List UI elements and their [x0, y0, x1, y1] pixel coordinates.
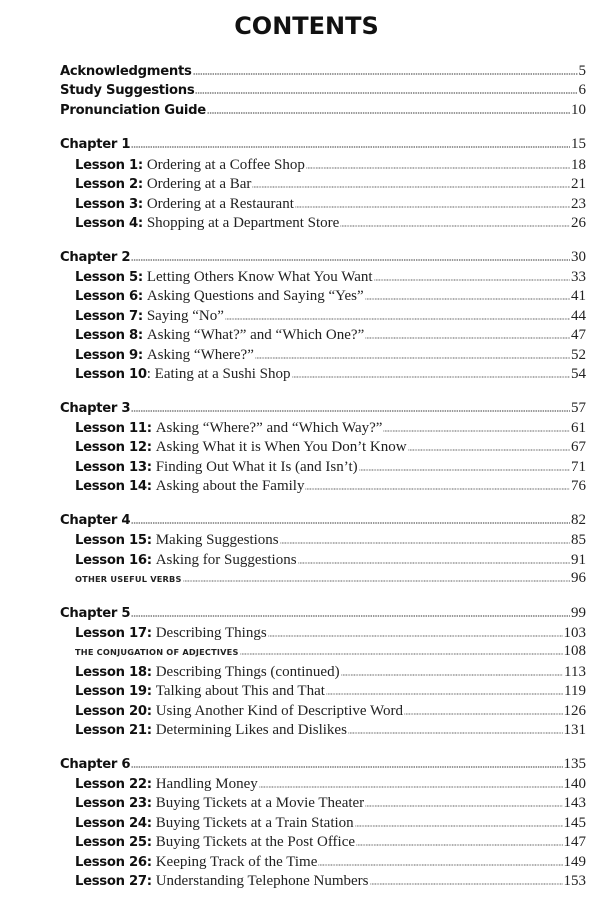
lesson-prefix: Lesson 4: — [75, 216, 143, 232]
entry-label: Acknowledgments — [60, 64, 192, 79]
page-number: 5 — [578, 63, 586, 79]
dot-leader — [404, 711, 563, 715]
lesson-prefix: Lesson 13: — [75, 459, 152, 475]
lesson-title: Asking What it is When You Don’t Know — [155, 439, 407, 456]
toc-lesson-1[interactable] — [60, 155, 586, 174]
lesson-prefix: Lesson 16: — [75, 552, 152, 568]
toc-chapter-3[interactable] — [60, 399, 586, 418]
dot-leader — [252, 184, 570, 188]
lesson-prefix: Lesson 22: — [75, 777, 152, 792]
page-number: 103 — [563, 624, 586, 641]
lesson-title: Ordering at a Coffee Shop — [146, 156, 305, 173]
toc-lesson-14[interactable] — [60, 476, 586, 495]
chapter-label: Chapter 5 — [60, 605, 131, 621]
page-number: 143 — [563, 795, 586, 812]
lesson-title: Buying Tickets at the Post Office — [155, 834, 356, 851]
lesson-prefix: Lesson 2: — [75, 177, 143, 193]
lesson-title: Finding Out What it Is (and Isn’t) — [155, 458, 358, 475]
lesson-prefix: Lesson 18: — [75, 664, 152, 680]
toc-lesson-21[interactable] — [60, 720, 586, 739]
lesson-prefix: Lesson 5: — [75, 269, 143, 285]
dot-leader — [356, 842, 562, 846]
section-title: THE CONJUGATION OF ADJECTIVES — [75, 647, 239, 658]
dot-leader — [131, 144, 570, 148]
page-number: 47 — [571, 327, 586, 344]
lesson-title: Describing Things — [155, 624, 267, 641]
lesson-title: Making Suggestions — [155, 532, 279, 549]
dot-leader — [131, 764, 562, 768]
dot-leader — [365, 296, 570, 300]
dot-leader — [240, 651, 563, 655]
dot-leader — [195, 90, 577, 94]
lesson-title: Asking “Where?” and “Which Way?” — [155, 420, 383, 436]
toc-entry-study-suggestions[interactable] — [60, 81, 586, 100]
chapter-label: Chapter 2 — [60, 249, 131, 265]
dot-leader — [365, 803, 562, 807]
section-spacer — [60, 384, 586, 399]
page-number: 119 — [564, 683, 586, 700]
toc-lesson-15[interactable] — [60, 530, 586, 549]
lesson-prefix: Lesson 23: — [75, 796, 152, 812]
dot-leader — [370, 881, 563, 885]
page-title: CONTENTS — [234, 12, 379, 40]
dot-leader — [183, 578, 570, 582]
page-number: 15 — [571, 136, 586, 153]
lesson-title: Buying Tickets at a Train Station — [155, 814, 354, 831]
toc-lesson-16[interactable] — [60, 550, 586, 569]
toc-lesson-20[interactable] — [60, 701, 586, 720]
page-number: 99 — [571, 604, 586, 621]
page-number: 91 — [571, 551, 586, 568]
toc-lesson-23[interactable] — [60, 793, 586, 812]
toc-section-conjugation-of-adjectives[interactable] — [60, 642, 586, 661]
lesson-title: : Eating at a Sushi Shop — [146, 366, 291, 383]
toc-lesson-6[interactable] — [60, 286, 586, 305]
lesson-title: Asking about the Family — [155, 478, 305, 495]
section-title: OTHER USEFUL VERBS — [75, 574, 182, 585]
lesson-prefix: Lesson 19: — [75, 684, 152, 700]
page-number: 26 — [571, 215, 586, 232]
dot-leader — [305, 486, 570, 490]
dot-leader — [355, 823, 563, 827]
page-number: 18 — [571, 156, 586, 173]
lesson-title: Keeping Track of the Time — [155, 853, 318, 870]
lesson-title: Asking “What?” and “Which One?” — [146, 327, 365, 344]
lesson-title: Ordering at a Restaurant — [146, 195, 294, 212]
dot-leader — [131, 257, 570, 261]
page-number: 41 — [571, 288, 586, 305]
toc-chapter-2[interactable] — [60, 248, 586, 267]
dot-leader — [292, 374, 571, 378]
page-number: 21 — [571, 176, 586, 193]
toc-lesson-25[interactable] — [60, 832, 586, 851]
toc-lesson-8[interactable] — [60, 325, 586, 344]
chapter-label: Chapter 1 — [60, 137, 131, 153]
lesson-prefix: Lesson 10 — [75, 367, 147, 383]
lesson-title: Buying Tickets at a Movie Theater — [155, 795, 365, 812]
lesson-title: Asking “Where?” — [146, 346, 254, 363]
lesson-title: Saying “No” — [146, 307, 224, 324]
lesson-title: Ordering at a Bar — [146, 176, 252, 193]
toc-lesson-27[interactable] — [60, 871, 586, 890]
dot-leader — [131, 613, 570, 617]
dot-leader — [298, 560, 570, 564]
section-spacer — [60, 740, 586, 755]
page-number: 23 — [571, 195, 586, 212]
page-number: 113 — [564, 663, 586, 680]
page-number: 108 — [563, 643, 586, 660]
dot-leader — [365, 335, 570, 339]
dot-leader — [326, 691, 563, 695]
toc-entry-pronunciation-guide[interactable] — [60, 101, 586, 120]
chapter-label: Chapter 6 — [60, 756, 131, 772]
lesson-prefix: Lesson 11: — [75, 421, 152, 436]
lesson-prefix: Lesson 17: — [75, 625, 152, 641]
toc-entry-acknowledgments[interactable] — [60, 62, 586, 81]
page-number: 96 — [571, 570, 586, 587]
toc-lesson-9[interactable] — [60, 345, 586, 364]
toc-lesson-22[interactable] — [60, 774, 586, 793]
toc-chapter-1[interactable] — [60, 135, 586, 154]
page-number: 126 — [563, 702, 586, 719]
dot-leader — [383, 428, 570, 432]
lesson-title: Using Another Kind of Descriptive Word — [155, 702, 403, 719]
lesson-prefix: Lesson 14: — [75, 479, 152, 495]
lesson-prefix: Lesson 3: — [75, 196, 143, 212]
dot-leader — [280, 540, 570, 544]
lesson-prefix: Lesson 24: — [75, 815, 152, 831]
page-number: 33 — [571, 268, 586, 285]
toc-lesson-2[interactable] — [60, 174, 586, 193]
dot-leader — [207, 110, 570, 114]
table-of-contents — [60, 62, 586, 891]
dot-leader — [318, 862, 562, 866]
lesson-title: Handling Money — [155, 776, 258, 792]
page-number: 71 — [571, 458, 586, 475]
lesson-prefix: Lesson 15: — [75, 533, 152, 549]
toc-lesson-4[interactable] — [60, 213, 586, 232]
toc-lesson-5[interactable] — [60, 267, 586, 286]
toc-lesson-26[interactable] — [60, 852, 586, 871]
dot-leader — [348, 730, 563, 734]
dot-leader — [341, 672, 563, 676]
toc-lesson-18[interactable] — [60, 662, 586, 681]
page-number: 76 — [571, 478, 586, 495]
page-number: 61 — [571, 420, 586, 436]
toc-lesson-12[interactable] — [60, 437, 586, 456]
toc-lesson-10[interactable] — [60, 364, 586, 383]
dot-leader — [374, 277, 570, 281]
dot-leader — [131, 408, 570, 412]
dot-leader — [225, 316, 570, 320]
page-number: 153 — [563, 873, 586, 890]
dot-leader — [255, 355, 570, 359]
dot-leader — [295, 204, 570, 208]
toc-lesson-17[interactable] — [60, 623, 586, 642]
lesson-title: Shopping at a Department Store — [146, 215, 340, 232]
chapter-label: Chapter 3 — [60, 400, 131, 416]
lesson-prefix: Lesson 20: — [75, 703, 152, 719]
lesson-prefix: Lesson 7: — [75, 308, 143, 324]
page-number: 145 — [563, 814, 586, 831]
toc-lesson-3[interactable] — [60, 194, 586, 213]
lesson-prefix: Lesson 21: — [75, 723, 152, 739]
lesson-prefix: Lesson 8: — [75, 328, 143, 344]
lesson-title: Asking for Suggestions — [155, 551, 297, 568]
lesson-title: Talking about This and That — [155, 683, 325, 700]
dot-leader — [306, 165, 570, 169]
page-number: 67 — [571, 439, 586, 456]
section-spacer — [60, 233, 586, 248]
dot-leader — [340, 223, 570, 227]
toc-lesson-7[interactable] — [60, 306, 586, 325]
lesson-prefix: Lesson 27: — [75, 874, 152, 890]
toc-lesson-24[interactable] — [60, 813, 586, 832]
section-spacer — [60, 589, 586, 604]
lesson-prefix: Lesson 12: — [75, 440, 152, 456]
dot-leader — [259, 784, 563, 788]
section-spacer — [60, 120, 586, 135]
lesson-prefix: Lesson 1: — [75, 157, 143, 173]
page-number: 44 — [571, 307, 586, 324]
toc-chapter-6[interactable] — [60, 755, 586, 774]
page-number: 6 — [578, 82, 586, 99]
lesson-title: Asking Questions and Saying “Yes” — [146, 288, 364, 305]
entry-label: Pronunciation Guide — [60, 102, 206, 118]
lesson-title: Describing Things (continued) — [155, 663, 340, 680]
page-number: 85 — [571, 532, 586, 549]
toc-lesson-19[interactable] — [60, 681, 586, 700]
toc-lesson-13[interactable] — [60, 457, 586, 476]
lesson-title: Determining Likes and Dislikes — [155, 722, 347, 739]
dot-leader — [193, 71, 578, 75]
page-number: 54 — [571, 366, 586, 383]
page-number: 140 — [563, 776, 586, 792]
section-spacer — [60, 496, 586, 511]
page-number: 52 — [571, 346, 586, 363]
page-number: 131 — [563, 722, 586, 739]
page-number: 147 — [563, 834, 586, 851]
lesson-prefix: Lesson 6: — [75, 289, 143, 305]
page-number: 82 — [571, 511, 586, 528]
entry-label: Study Suggestions — [60, 83, 195, 99]
page-number: 135 — [563, 755, 586, 772]
dot-leader — [359, 467, 570, 471]
toc-lesson-11[interactable] — [60, 418, 586, 437]
dot-leader — [408, 447, 570, 451]
lesson-title: Letting Others Know What You Want — [146, 268, 373, 285]
dot-leader — [131, 520, 570, 524]
page-number: 149 — [563, 853, 586, 870]
chapter-label: Chapter 4 — [60, 512, 131, 528]
lesson-title: Understanding Telephone Numbers — [155, 873, 369, 890]
page-number: 10 — [571, 101, 586, 118]
toc-section-other-useful-verbs[interactable] — [60, 569, 586, 588]
page-number: 30 — [571, 248, 586, 265]
lesson-prefix: Lesson 9: — [75, 347, 143, 363]
dot-leader — [268, 633, 563, 637]
toc-chapter-4[interactable] — [60, 511, 586, 530]
lesson-prefix: Lesson 26: — [75, 854, 152, 870]
lesson-prefix: Lesson 25: — [75, 835, 152, 851]
page-number: 57 — [571, 399, 586, 416]
toc-chapter-5[interactable] — [60, 604, 586, 623]
